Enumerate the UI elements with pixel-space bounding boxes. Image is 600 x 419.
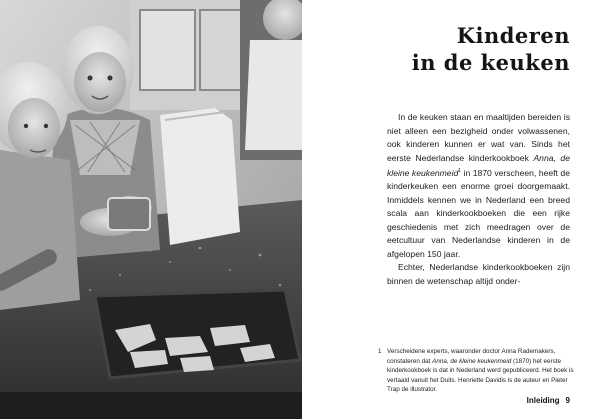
chapter-title (412, 22, 570, 76)
footnote-book-title: Anna, de kleine keukenmeid (432, 357, 512, 365)
footnote-number: 1 (378, 348, 382, 355)
book-title-italic: Anna, de kleine keukenmeid (387, 152, 570, 178)
title-line-2: in de keuken (411, 50, 570, 75)
paragraph-2: Echter, Nederlandse kinderkookboeken zijn binnen de wetenschap altijd onder- (387, 262, 570, 286)
footnote-text-b: (1870) het eerste kinderkookboek is dat in Nederland werd gepubliceerd. Het boek is vertaald vanuit het Duits. Henriette Davidis is de auteur en Pieter Trap de illustrator. (387, 357, 574, 394)
footnote-ref[interactable]: 1 (458, 168, 462, 174)
body-text (387, 111, 570, 288)
page-number: 9 (565, 396, 570, 405)
footnote-text-a: Verscheidene experts, waaronder doctor Anna Rademakers, constateren dat (387, 348, 556, 365)
p1-text-b: in 1870 verscheen, heeft de kinderkeuken een enorme groei doorgemaakt. Inmiddels kennen we in Nederland een breed scala aan kinderkookboeken die een rijke geschiedenis met zich meedragen over de eetcultuur van Nederlandse kinderen in de afgelopen 150 jaar. (387, 167, 570, 259)
footnote (378, 347, 577, 395)
text-page (302, 0, 600, 419)
section-name: Inleiding (526, 396, 560, 405)
p1-text-a: In de keuken staan en maaltijden bereiden is niet alleen een bezigheid onder volwassenen, ook kinderen kunnen er wat van. Sinds het eerste Nederlandse kinderkookboek (387, 112, 570, 163)
page-footer (527, 396, 570, 405)
paragraph-1 (387, 111, 570, 261)
title-line-1: Kinderen (456, 23, 570, 48)
